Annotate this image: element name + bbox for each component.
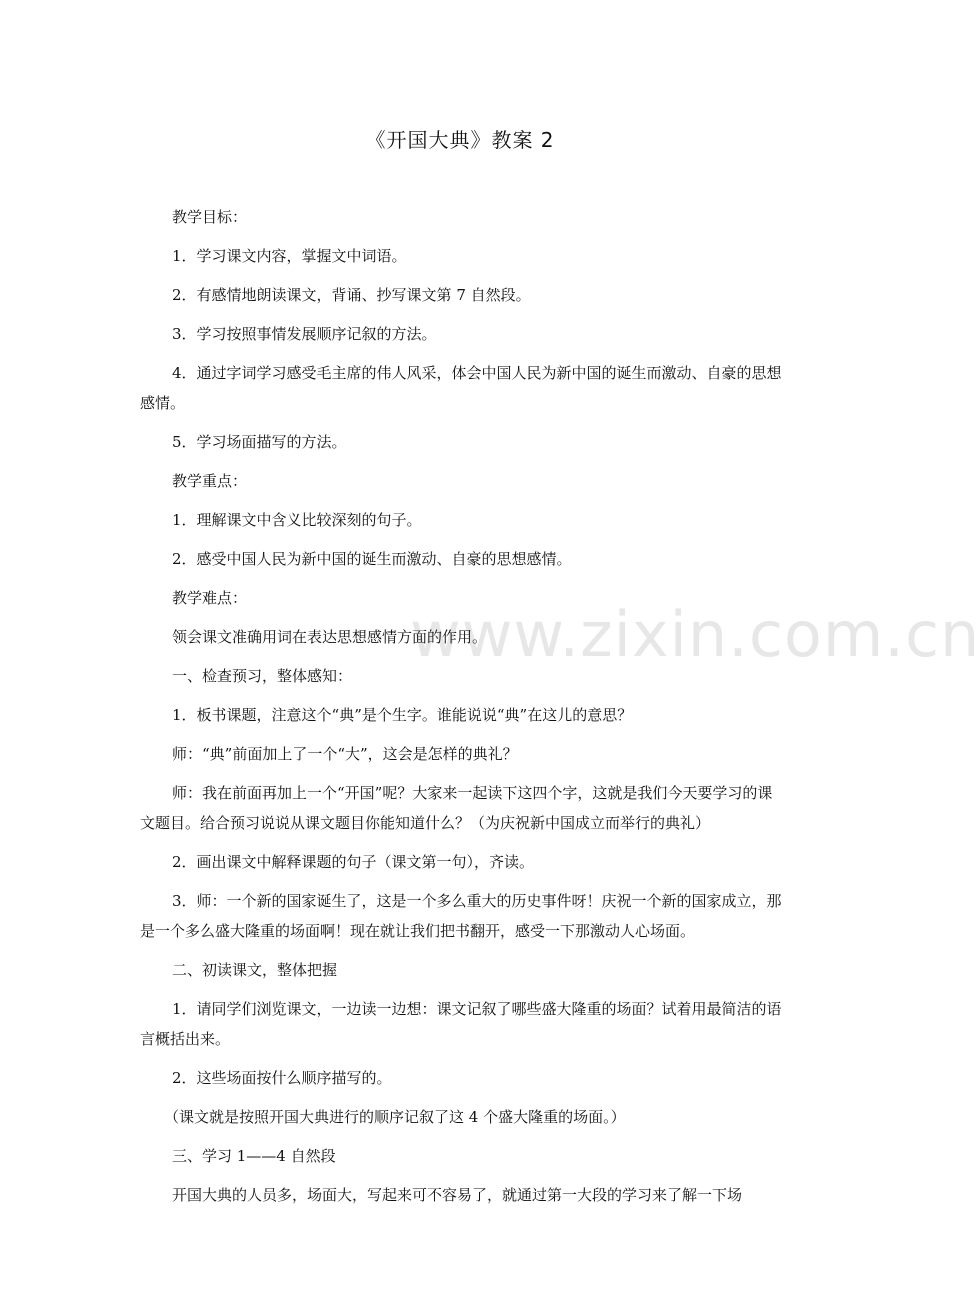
paragraph: 1．板书课题，注意这个“典”是个生字。谁能说说“典”在这儿的意思？ [172, 706, 633, 724]
paragraph: 2．感受中国人民为新中国的诞生而激动、自豪的思想感情。 [172, 550, 572, 568]
document-body [140, 202, 784, 1219]
section-heading-part-three: 三、学习 1——4 自然段 [172, 1147, 336, 1165]
paragraph: 5．学习场面描写的方法。 [172, 433, 347, 451]
section-heading-objectives: 教学目标： [172, 208, 248, 226]
paragraph: 3．学习按照事情发展顺序记叙的方法。 [172, 325, 437, 343]
paragraph: 师：“典”前面加上了一个“大”，这会是怎样的典礼？ [172, 745, 518, 763]
paragraph: 1．理解课文中含义比较深刻的句子。 [172, 511, 422, 529]
section-heading-part-two: 二、初读课文，整体把握 [172, 961, 338, 979]
paragraph: 2．有感情地朗读课文，背诵、抄写课文第 7 自然段。 [172, 286, 531, 304]
paragraph: 2．画出课文中解释课题的句子（课文第一句），齐读。 [172, 853, 535, 871]
paragraph: 开国大典的人员多，场面大，写起来可不容易了，就通过第一大段的学习来了解一下场 [172, 1186, 743, 1204]
watermark: www.zixin.com.cn [410, 598, 980, 671]
paragraph: 2．这些场面按什么顺序描写的。 [172, 1069, 392, 1087]
paragraph: 1．请同学们浏览课文，一边读一边想：课文记叙了哪些盛大隆重的场面？试着用最简洁的语言概括出来。 [140, 1000, 782, 1048]
paragraph: 师：我在前面再加上一个“开国”呢？大家来一起读下这四个字，这就是我们今天要学习的课文题目。给合预习说说从课文题目你能知道什么？（为庆祝新中国成立而举行的典礼） [140, 784, 773, 832]
paragraph: 1．学习课文内容，掌握文中词语。 [172, 247, 407, 265]
section-heading-key-points: 教学重点： [172, 472, 248, 490]
section-heading-difficulties: 教学难点： [172, 589, 248, 607]
section-heading-part-one: 一、检查预习，整体感知： [172, 667, 353, 685]
document-title: 《开国大典》教案 2 [365, 128, 555, 152]
paragraph: 领会课文准确用词在表达思想感情方面的作用。 [172, 628, 488, 646]
paragraph: （课文就是按照开国大典进行的顺序记叙了这 4 个盛大隆重的场面。） [164, 1108, 626, 1126]
paragraph: 4．通过字词学习感受毛主席的伟人风采，体会中国人民为新中国的诞生而激动、自豪的思想感情。 [140, 364, 782, 412]
paragraph: 3．师：一个新的国家诞生了，这是一个多么重大的历史事件呀！庆祝一个新的国家成立，那是一个多么盛大隆重的场面啊！现在就让我们把书翻开，感受一下那激动人心场面。 [140, 892, 782, 940]
